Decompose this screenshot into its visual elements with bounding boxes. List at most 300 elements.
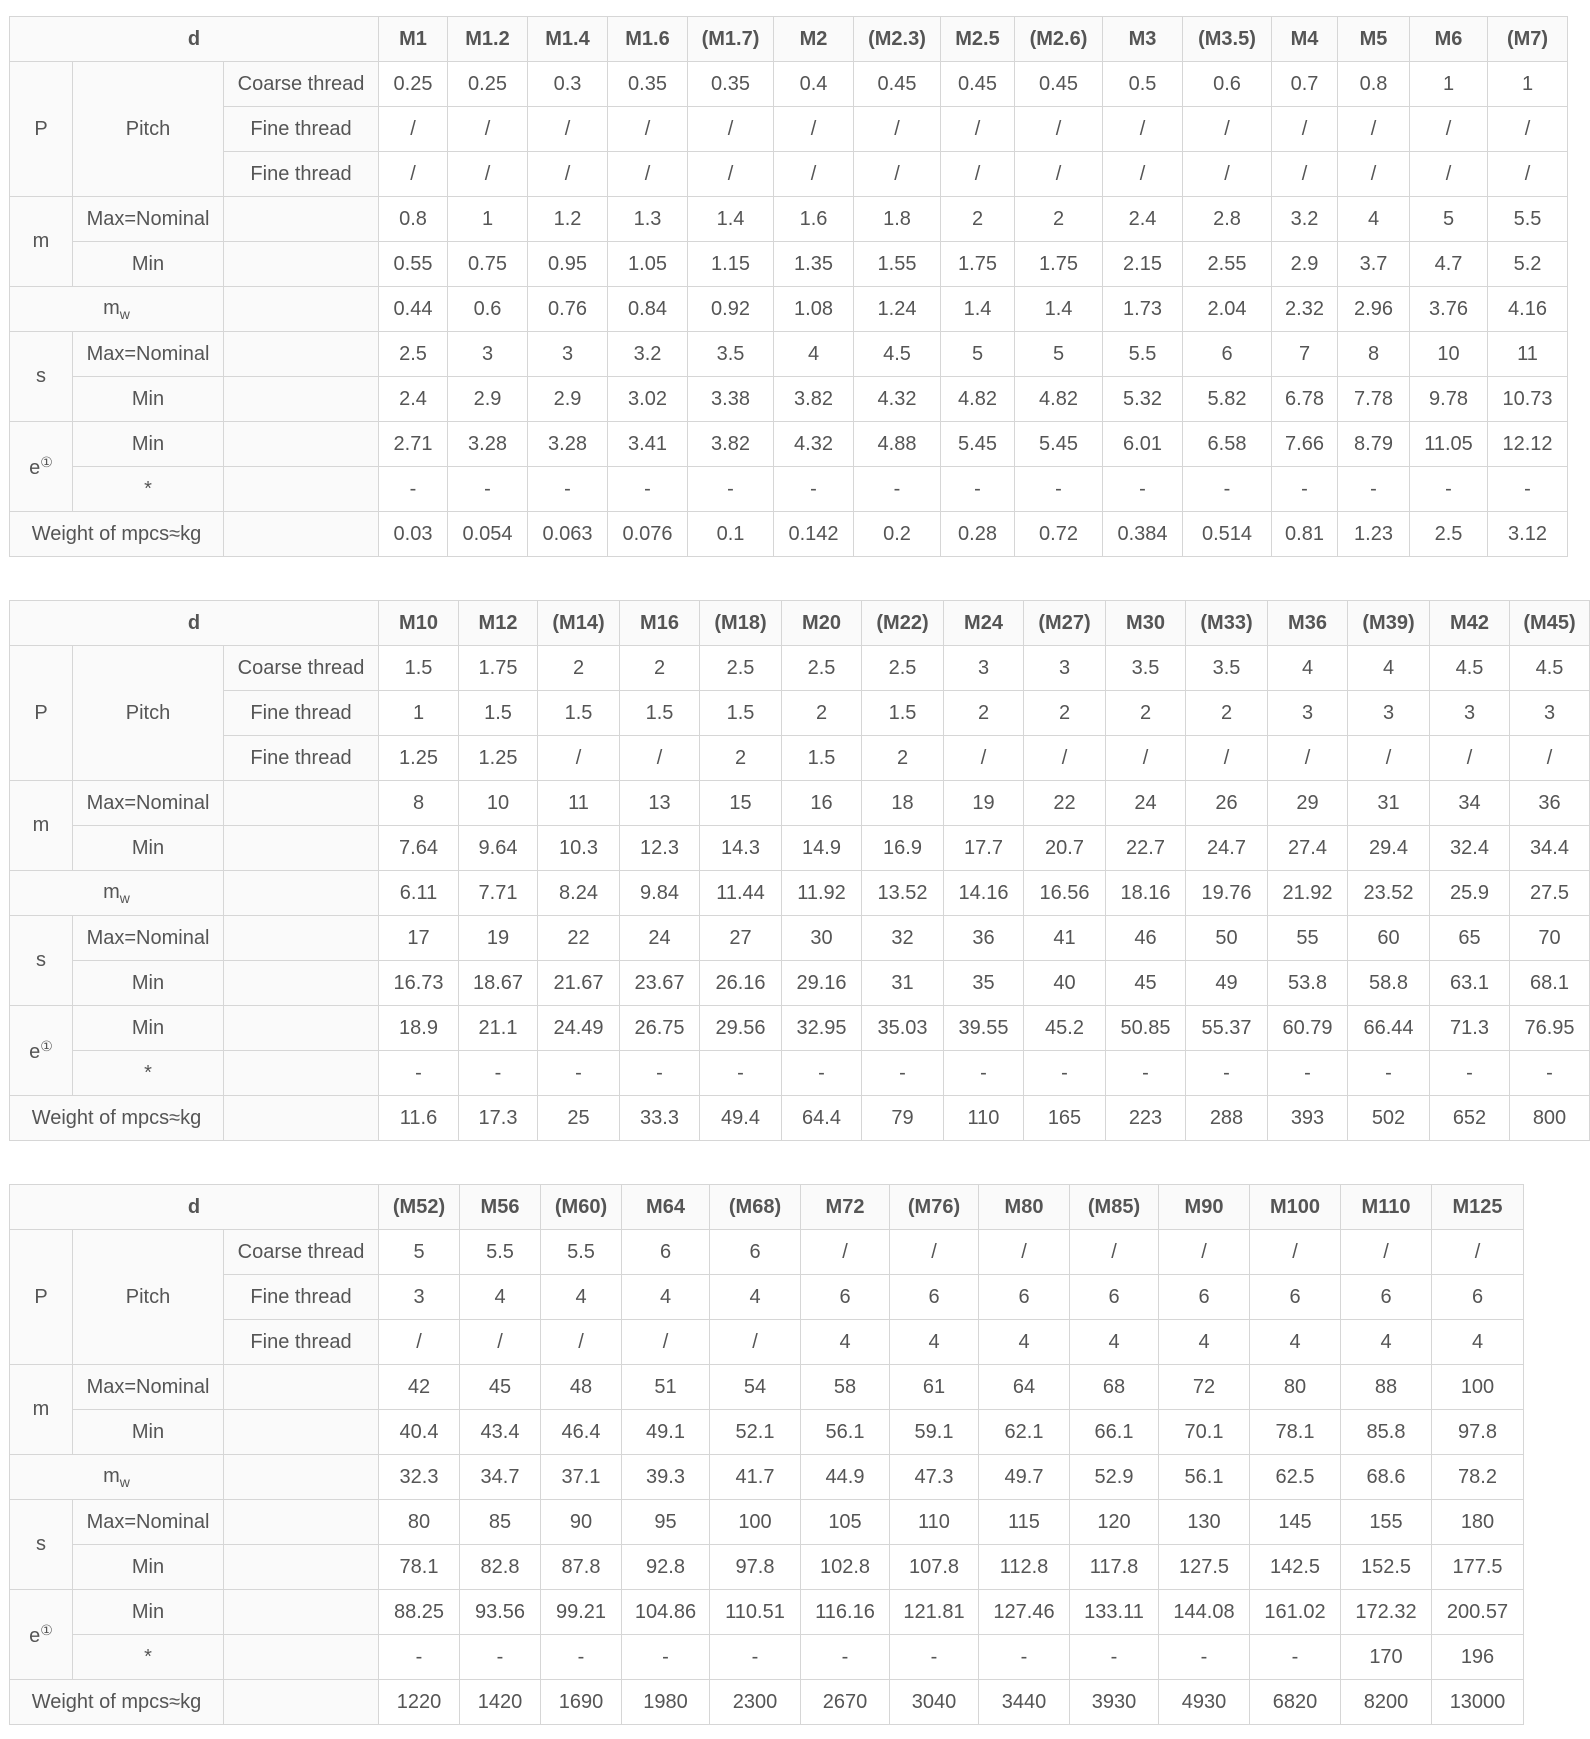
fine-thread-1-cell: /: [1272, 107, 1338, 152]
weight-cell: 0.142: [774, 512, 854, 557]
fine-thread-2-cell: 1.5: [782, 736, 862, 781]
m-max-cell: 4: [1338, 197, 1410, 242]
empty-label: [224, 871, 379, 916]
s-min-cell: 31: [862, 961, 944, 1006]
weight-cell: 0.514: [1183, 512, 1272, 557]
e-star-cell: -: [862, 1051, 944, 1096]
size-header: M5: [1338, 17, 1410, 62]
fine-thread-2-cell: /: [528, 152, 608, 197]
mw-cell: 0.6: [448, 287, 528, 332]
fine-thread-2-cell: 1.25: [379, 736, 459, 781]
m-min-cell: 7.64: [379, 826, 459, 871]
e-min-cell: 11.05: [1410, 422, 1488, 467]
e-min-cell: 32.95: [782, 1006, 862, 1051]
m-min-cell: 85.8: [1341, 1410, 1432, 1455]
fine-thread-2-cell: 4: [801, 1320, 890, 1365]
m-max-cell: 1.3: [608, 197, 688, 242]
e-star-cell: -: [1272, 467, 1338, 512]
m-max-row: [10, 781, 1590, 826]
fine-thread-1-cell: 3: [1348, 691, 1430, 736]
coarse-thread-cell: /: [979, 1230, 1070, 1275]
empty-label: [224, 422, 379, 467]
fine-thread-2-cell: /: [854, 152, 941, 197]
coarse-thread-cell: 4: [1348, 646, 1430, 691]
mw-cell: 8.24: [538, 871, 620, 916]
weight-cell: 0.28: [941, 512, 1015, 557]
m-max-cell: 2: [1015, 197, 1103, 242]
size-header: (M2.3): [854, 17, 941, 62]
s-min-cell: 4.32: [854, 377, 941, 422]
s-min-cell: 4.82: [941, 377, 1015, 422]
mw-cell: 1.08: [774, 287, 854, 332]
m-max-cell: 15: [700, 781, 782, 826]
mw-cell: 6.11: [379, 871, 459, 916]
m-max-cell: 24: [1106, 781, 1186, 826]
e-star-cell: -: [1488, 467, 1568, 512]
m-min-cell: 1.75: [941, 242, 1015, 287]
m-min-cell: 0.75: [448, 242, 528, 287]
e-star-cell: -: [1186, 1051, 1268, 1096]
weight-cell: 1980: [622, 1680, 710, 1725]
fine-thread-1-cell: /: [448, 107, 528, 152]
fine-thread-1-cell: 1.5: [700, 691, 782, 736]
m-min-cell: 70.1: [1159, 1410, 1250, 1455]
m-max-cell: 16: [782, 781, 862, 826]
s-min-cell: 152.5: [1341, 1545, 1432, 1590]
s-min-row: [10, 961, 1590, 1006]
weight-cell: 3040: [890, 1680, 979, 1725]
coarse-thread-cell: 4.5: [1430, 646, 1510, 691]
min-label: Min: [73, 1006, 224, 1051]
size-header: M90: [1159, 1185, 1250, 1230]
s-min-cell: 23.67: [620, 961, 700, 1006]
min-label: Min: [73, 242, 224, 287]
m-min-cell: 1.55: [854, 242, 941, 287]
empty-label: [224, 1096, 379, 1141]
fine-thread-row-1: [10, 1275, 1524, 1320]
weight-cell: 2300: [710, 1680, 801, 1725]
spec-table: [9, 1184, 1524, 1725]
m-max-cell: 18: [862, 781, 944, 826]
size-header: (M45): [1510, 601, 1590, 646]
empty-label: [224, 197, 379, 242]
mw-cell: 52.9: [1070, 1455, 1159, 1500]
size-header: M1: [379, 17, 448, 62]
min-label: Min: [73, 422, 224, 467]
fine-thread-1-cell: 2: [1106, 691, 1186, 736]
weight-cell: 17.3: [459, 1096, 538, 1141]
e-star-row: [10, 1051, 1590, 1096]
max-nominal-label: Max=Nominal: [73, 1365, 224, 1410]
s-min-cell: 35: [944, 961, 1024, 1006]
s-min-cell: 102.8: [801, 1545, 890, 1590]
mw-cell: 37.1: [541, 1455, 622, 1500]
size-header: M1.6: [608, 17, 688, 62]
fine-thread-2-cell: /: [1338, 152, 1410, 197]
empty-label: [224, 961, 379, 1006]
m-max-cell: 5.5: [1488, 197, 1568, 242]
fine-thread-2-cell: 2: [862, 736, 944, 781]
mw-cell: 32.3: [379, 1455, 460, 1500]
coarse-thread-cell: 0.45: [941, 62, 1015, 107]
fine-thread-2-cell: /: [1268, 736, 1348, 781]
fine-thread-2-cell: /: [1272, 152, 1338, 197]
s-min-cell: 26.16: [700, 961, 782, 1006]
e-min-cell: 35.03: [862, 1006, 944, 1051]
fine-thread-1-cell: 3: [1430, 691, 1510, 736]
e-star-cell: 170: [1341, 1635, 1432, 1680]
m-min-cell: 27.4: [1268, 826, 1348, 871]
coarse-thread-label: Coarse thread: [224, 646, 379, 691]
e-star-cell: -: [801, 1635, 890, 1680]
size-header: M20: [782, 601, 862, 646]
empty-label: [224, 467, 379, 512]
fine-thread-2-cell: /: [379, 152, 448, 197]
mw-cell: 0.84: [608, 287, 688, 332]
size-header: (M27): [1024, 601, 1106, 646]
e-star-cell: -: [528, 467, 608, 512]
coarse-thread-cell: 0.35: [608, 62, 688, 107]
m-max-cell: 54: [710, 1365, 801, 1410]
s-min-cell: 16.73: [379, 961, 459, 1006]
table-3-wrapper: [9, 1184, 1549, 1725]
weight-cell: 393: [1268, 1096, 1348, 1141]
s-max-cell: 6: [1183, 332, 1272, 377]
size-header: M24: [944, 601, 1024, 646]
fine-thread-label: Fine thread: [224, 152, 379, 197]
e-min-row: [10, 1006, 1590, 1051]
weight-cell: 8200: [1341, 1680, 1432, 1725]
e-min-cell: 71.3: [1430, 1006, 1510, 1051]
fine-thread-2-cell: /: [620, 736, 700, 781]
size-header: (M39): [1348, 601, 1430, 646]
fine-thread-2-cell: 4: [1159, 1320, 1250, 1365]
fine-thread-2-cell: /: [710, 1320, 801, 1365]
m-max-cell: 45: [460, 1365, 541, 1410]
weight-row: [10, 512, 1568, 557]
fine-thread-2-cell: /: [1024, 736, 1106, 781]
fine-thread-1-cell: /: [1183, 107, 1272, 152]
s-max-cell: 180: [1432, 1500, 1524, 1545]
s-max-row: [10, 1500, 1524, 1545]
fine-thread-2-cell: /: [1183, 152, 1272, 197]
size-header: (M7): [1488, 17, 1568, 62]
weight-cell: 3440: [979, 1680, 1070, 1725]
s-min-cell: 6.78: [1272, 377, 1338, 422]
empty-label: [224, 1500, 379, 1545]
m-max-row: [10, 1365, 1524, 1410]
m-min-cell: 14.9: [782, 826, 862, 871]
e-star-cell: -: [774, 467, 854, 512]
e-star-cell: -: [1024, 1051, 1106, 1096]
mw-cell: 1.73: [1103, 287, 1183, 332]
coarse-thread-cell: 2: [620, 646, 700, 691]
fine-thread-1-cell: 2: [782, 691, 862, 736]
s-max-cell: 110: [890, 1500, 979, 1545]
m-max-cell: 22: [1024, 781, 1106, 826]
empty-label: [224, 1635, 379, 1680]
e-label: [10, 1006, 73, 1096]
e-min-cell: 18.9: [379, 1006, 459, 1051]
m-max-cell: 13: [620, 781, 700, 826]
mw-cell: 13.52: [862, 871, 944, 916]
m-max-cell: 36: [1510, 781, 1590, 826]
m-label: m: [10, 781, 73, 871]
size-header: (M1.7): [688, 17, 774, 62]
coarse-thread-cell: 1.5: [379, 646, 459, 691]
s-max-cell: 3: [528, 332, 608, 377]
coarse-thread-cell: 0.6: [1183, 62, 1272, 107]
p-label: P: [10, 62, 73, 197]
e-min-cell: 121.81: [890, 1590, 979, 1635]
s-min-cell: 18.67: [459, 961, 538, 1006]
m-min-cell: 12.3: [620, 826, 700, 871]
s-min-cell: 53.8: [1268, 961, 1348, 1006]
s-min-cell: 5.82: [1183, 377, 1272, 422]
m-min-cell: 3.7: [1338, 242, 1410, 287]
fine-thread-2-cell: /: [1510, 736, 1590, 781]
fine-thread-2-cell: /: [944, 736, 1024, 781]
min-label: Min: [73, 826, 224, 871]
weight-cell: 2670: [801, 1680, 890, 1725]
size-header: M2: [774, 17, 854, 62]
e-min-cell: 21.1: [459, 1006, 538, 1051]
e-min-cell: 45.2: [1024, 1006, 1106, 1051]
e-star-cell: -: [460, 1635, 541, 1680]
fine-thread-1-cell: 2: [1024, 691, 1106, 736]
m-max-cell: 72: [1159, 1365, 1250, 1410]
s-max-cell: 105: [801, 1500, 890, 1545]
e-star-cell: -: [1430, 1051, 1510, 1096]
empty-label: [224, 1410, 379, 1455]
m-min-cell: 34.4: [1510, 826, 1590, 871]
fine-thread-1-cell: /: [1015, 107, 1103, 152]
size-header: M30: [1106, 601, 1186, 646]
fine-thread-1-cell: 6: [1341, 1275, 1432, 1320]
weight-cell: 0.81: [1272, 512, 1338, 557]
fine-thread-2-cell: 4: [890, 1320, 979, 1365]
e-star-cell: -: [1338, 467, 1410, 512]
fine-thread-label: Fine thread: [224, 691, 379, 736]
s-min-cell: 2.4: [379, 377, 448, 422]
fine-thread-1-cell: /: [528, 107, 608, 152]
s-max-row: [10, 916, 1590, 961]
fine-thread-row-2: [10, 736, 1590, 781]
s-max-cell: 11: [1488, 332, 1568, 377]
weight-row: [10, 1096, 1590, 1141]
fine-thread-1-cell: /: [608, 107, 688, 152]
m-min-cell: 22.7: [1106, 826, 1186, 871]
max-nominal-label: Max=Nominal: [73, 332, 224, 377]
weight-cell: 79: [862, 1096, 944, 1141]
s-min-cell: 2.9: [448, 377, 528, 422]
mw-cell: 18.16: [1106, 871, 1186, 916]
size-header: M42: [1430, 601, 1510, 646]
mw-cell: 56.1: [1159, 1455, 1250, 1500]
m-min-cell: 78.1: [1250, 1410, 1341, 1455]
s-min-cell: 49: [1186, 961, 1268, 1006]
m-max-cell: 42: [379, 1365, 460, 1410]
mw-cell: 68.6: [1341, 1455, 1432, 1500]
coarse-thread-cell: 2: [538, 646, 620, 691]
mw-cell: 3.76: [1410, 287, 1488, 332]
s-max-cell: 41: [1024, 916, 1106, 961]
s-max-cell: 4.5: [854, 332, 941, 377]
s-min-cell: 5.32: [1103, 377, 1183, 422]
e-star-cell: -: [379, 467, 448, 512]
s-min-row: [10, 1545, 1524, 1590]
size-header: (M52): [379, 1185, 460, 1230]
e-min-cell: 24.49: [538, 1006, 620, 1051]
s-max-cell: 24: [620, 916, 700, 961]
size-header: (M14): [538, 601, 620, 646]
empty-label: [224, 332, 379, 377]
mw-cell: 14.16: [944, 871, 1024, 916]
s-max-cell: 95: [622, 1500, 710, 1545]
fine-thread-1-cell: 4: [541, 1275, 622, 1320]
mw-cell: 34.7: [460, 1455, 541, 1500]
fine-thread-2-cell: /: [941, 152, 1015, 197]
m-min-cell: 1.75: [1015, 242, 1103, 287]
max-nominal-label: Max=Nominal: [73, 781, 224, 826]
fine-thread-1-cell: /: [688, 107, 774, 152]
s-max-cell: 19: [459, 916, 538, 961]
weight-cell: 64.4: [782, 1096, 862, 1141]
fine-thread-2-cell: /: [541, 1320, 622, 1365]
e-label-base: e: [29, 1624, 41, 1647]
max-nominal-label: Max=Nominal: [73, 1500, 224, 1545]
e-min-cell: 104.86: [622, 1590, 710, 1635]
fine-thread-1-cell: /: [774, 107, 854, 152]
mw-cell: 62.5: [1250, 1455, 1341, 1500]
star-label: *: [73, 1635, 224, 1680]
mw-cell: 2.32: [1272, 287, 1338, 332]
mw-cell: 11.92: [782, 871, 862, 916]
e-min-cell: 8.79: [1338, 422, 1410, 467]
e-min-cell: 93.56: [460, 1590, 541, 1635]
e-star-cell: -: [1268, 1051, 1348, 1096]
fine-thread-2-cell: /: [460, 1320, 541, 1365]
s-min-cell: 3.82: [774, 377, 854, 422]
weight-cell: 800: [1510, 1096, 1590, 1141]
weight-cell: 502: [1348, 1096, 1430, 1141]
empty-label: [224, 1590, 379, 1635]
e-min-cell: 144.08: [1159, 1590, 1250, 1635]
e-min-row: [10, 422, 1568, 467]
mw-label-base: m: [103, 1464, 120, 1487]
e-star-cell: -: [1250, 1635, 1341, 1680]
s-max-cell: 2.5: [379, 332, 448, 377]
mw-row: [10, 1455, 1524, 1500]
empty-label: [224, 287, 379, 332]
weight-cell: 49.4: [700, 1096, 782, 1141]
m-min-cell: 17.7: [944, 826, 1024, 871]
m-min-cell: 32.4: [1430, 826, 1510, 871]
p-label: P: [10, 646, 73, 781]
s-max-cell: 130: [1159, 1500, 1250, 1545]
empty-label: [224, 1365, 379, 1410]
coarse-thread-cell: 2.5: [700, 646, 782, 691]
mw-label-subscript: w: [119, 1473, 130, 1490]
coarse-thread-cell: 2.5: [782, 646, 862, 691]
e-min-cell: 4.32: [774, 422, 854, 467]
m-min-cell: 97.8: [1432, 1410, 1524, 1455]
mw-label-subscript: w: [119, 305, 130, 322]
e-star-cell: -: [890, 1635, 979, 1680]
coarse-thread-cell: 0.4: [774, 62, 854, 107]
coarse-thread-cell: 5.5: [541, 1230, 622, 1275]
fine-thread-1-cell: 6: [1159, 1275, 1250, 1320]
fine-thread-1-cell: 1: [379, 691, 459, 736]
min-label: Min: [73, 377, 224, 422]
m-max-cell: 58: [801, 1365, 890, 1410]
e-min-cell: 50.85: [1106, 1006, 1186, 1051]
m-min-cell: 62.1: [979, 1410, 1070, 1455]
e-star-row: [10, 1635, 1524, 1680]
s-max-cell: 60: [1348, 916, 1430, 961]
m-max-cell: 5: [1410, 197, 1488, 242]
coarse-thread-row: [10, 62, 1568, 107]
e-min-cell: 6.58: [1183, 422, 1272, 467]
mw-cell: 44.9: [801, 1455, 890, 1500]
s-max-cell: 155: [1341, 1500, 1432, 1545]
min-label: Min: [73, 961, 224, 1006]
m-min-cell: 66.1: [1070, 1410, 1159, 1455]
size-header: (M33): [1186, 601, 1268, 646]
s-min-cell: 68.1: [1510, 961, 1590, 1006]
weight-cell: 1690: [541, 1680, 622, 1725]
weight-cell: 3930: [1070, 1680, 1159, 1725]
empty-label: [224, 781, 379, 826]
m-max-cell: 48: [541, 1365, 622, 1410]
m-min-cell: 0.95: [528, 242, 608, 287]
weight-cell: 0.384: [1103, 512, 1183, 557]
mw-cell: 0.44: [379, 287, 448, 332]
m-min-cell: 2.15: [1103, 242, 1183, 287]
s-min-cell: 92.8: [622, 1545, 710, 1590]
m-min-cell: 9.64: [459, 826, 538, 871]
m-min-cell: 10.3: [538, 826, 620, 871]
coarse-thread-cell: 2.5: [862, 646, 944, 691]
s-min-cell: 127.5: [1159, 1545, 1250, 1590]
weight-cell: 2.5: [1410, 512, 1488, 557]
m-max-cell: 3.2: [1272, 197, 1338, 242]
m-min-cell: 49.1: [622, 1410, 710, 1455]
s-min-cell: 78.1: [379, 1545, 460, 1590]
m-min-cell: 24.7: [1186, 826, 1268, 871]
fine-thread-1-cell: 1.5: [862, 691, 944, 736]
m-min-cell: 20.7: [1024, 826, 1106, 871]
fine-thread-1-cell: 3: [1268, 691, 1348, 736]
m-max-cell: 11: [538, 781, 620, 826]
s-max-cell: 80: [379, 1500, 460, 1545]
coarse-thread-row: [10, 1230, 1524, 1275]
weight-label: Weight of mpcs≈kg: [10, 512, 224, 557]
m-max-cell: 64: [979, 1365, 1070, 1410]
e-min-cell: 172.32: [1341, 1590, 1432, 1635]
e-label-circled-note: ①: [40, 1037, 53, 1054]
s-min-cell: 82.8: [460, 1545, 541, 1590]
pitch-label: Pitch: [73, 646, 224, 781]
weight-cell: 4930: [1159, 1680, 1250, 1725]
m-min-cell: 52.1: [710, 1410, 801, 1455]
e-star-cell: -: [710, 1635, 801, 1680]
pitch-label: Pitch: [73, 1230, 224, 1365]
m-min-row: [10, 826, 1590, 871]
s-max-cell: 65: [1430, 916, 1510, 961]
fine-thread-2-cell: 4: [979, 1320, 1070, 1365]
size-header-row: [10, 1185, 1524, 1230]
